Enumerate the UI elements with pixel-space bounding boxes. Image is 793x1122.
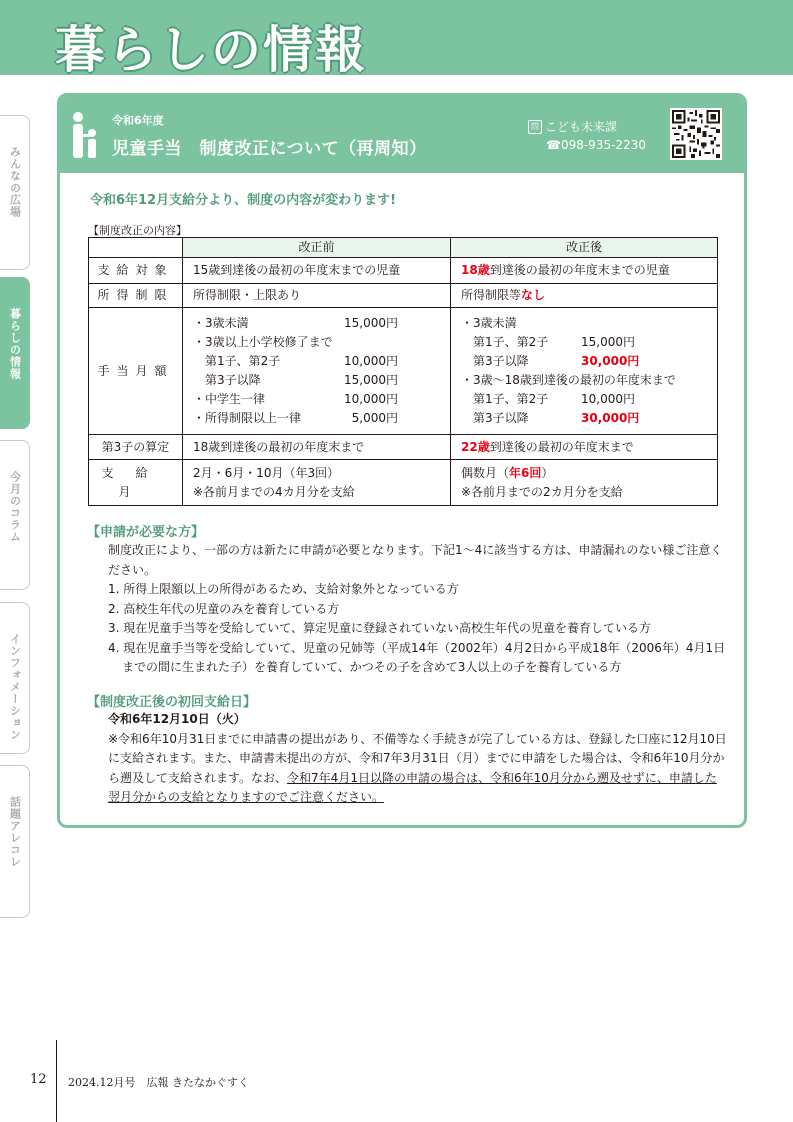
list-item: 3. 現在児童手当等を受給していて、算定児童に登録されていない高校生年代の児童を養育している方	[108, 621, 652, 635]
cell-after	[451, 308, 718, 435]
side-tab-kongetsu-no-column[interactable]	[0, 440, 30, 590]
table-row	[89, 460, 718, 506]
list-item: 4. 現在児童手当等を受給していて、児童の兄姉等（平成14年（2002年）4月2日から平成18年（2006年）4月1日までの間に生まれた子）を養育していて、かつその子を含めて3人以上の子を養育している方	[108, 640, 726, 674]
amount-line	[461, 409, 707, 428]
highlight-text: なし	[521, 288, 546, 302]
contact-phone: ☎098-935-2230	[546, 138, 646, 152]
amount-value: 10,000円	[581, 392, 635, 406]
cell-text: 所得制限等	[461, 288, 522, 302]
amount-line	[193, 371, 398, 390]
amount-line	[461, 371, 707, 390]
table-header-after: 改正後	[451, 238, 718, 258]
side-tab-label: 暮らしの情報	[8, 308, 22, 380]
amount-label: ・3歳〜18歳到達後の最初の年度末まで	[461, 373, 676, 387]
row-label: 所得制限	[89, 284, 183, 308]
cell-before	[183, 308, 451, 435]
amount-value: 5,000円	[351, 411, 398, 425]
table-row	[89, 284, 718, 308]
page-banner-title: 暮らしの情報	[55, 21, 367, 79]
amount-label: ・所得制限以上一律	[193, 411, 302, 425]
amount-line	[461, 314, 707, 333]
cell-after	[451, 258, 718, 284]
cell-text: 偶数月（	[461, 465, 510, 480]
revision-table	[88, 237, 718, 506]
page-number: 12	[30, 1072, 47, 1087]
row-label: 支給対象	[89, 258, 183, 284]
cell-text: 2月・6月・10月（年3回）	[193, 465, 340, 480]
qr-code-icon[interactable]	[670, 108, 722, 160]
amount-value: 10,000円	[344, 354, 398, 368]
amount-line	[193, 352, 398, 371]
first-payment-note	[108, 730, 728, 808]
cell-before: 18歳到達後の最初の年度末まで	[183, 435, 451, 460]
cell-text: ）	[541, 465, 554, 480]
amount-label: ・3歳未満	[193, 316, 249, 330]
note-text-underlined: 令和7年4月1日以降の申請の場合は、令和6年10月分から遡及せずに、申請した翌月分からの支給となりますのでご注意ください。	[108, 770, 717, 804]
amount-label: ・3歳以上小学校修了まで	[193, 335, 333, 349]
first-payment-body	[108, 710, 728, 808]
table-row	[89, 308, 718, 435]
cell-text: 到達後の最初の年度末まで	[489, 439, 634, 454]
table-header-blank	[89, 238, 183, 258]
contact-department: こども未来課	[545, 120, 618, 134]
apply-intro: 制度改正により、一部の方は新たに申請が必要となります。下記1〜4に該当する方は、申請漏れのない様ご注意ください。	[108, 543, 723, 577]
side-tab-minna-no-hiroba[interactable]	[0, 115, 30, 270]
table-header-row	[89, 238, 718, 258]
article-card	[57, 93, 747, 828]
cell-before: 15歳到達後の最初の年度末までの児童	[183, 258, 451, 284]
amount-line	[193, 409, 398, 428]
amount-label: 第3子以降	[461, 411, 529, 425]
amount-label: ・3歳未満	[461, 316, 517, 330]
amount-line	[461, 352, 707, 371]
amount-label: 第1子、第2子	[193, 354, 281, 368]
amount-line	[461, 333, 707, 352]
cell-after	[451, 435, 718, 460]
amount-label: ・中学生一律	[193, 392, 266, 406]
side-tab-label: 今月のコラム	[8, 471, 22, 543]
amount-value-highlight: 30,000円	[581, 354, 640, 368]
table-row	[89, 258, 718, 284]
amount-value: 10,000円	[344, 392, 398, 406]
amount-value: 15,000円	[581, 335, 635, 349]
side-tab-label: 話題アレコレ	[8, 796, 22, 868]
apply-section-body	[108, 541, 728, 678]
inquiry-badge-icon: 問	[528, 120, 542, 134]
amount-line	[193, 314, 398, 333]
row-label: 手当月額	[89, 308, 183, 435]
note-text: ※令和6年10月31日までに申請書の提出があり、不備等なく手続きが完了している方は、登録した口座に12月10日に支給されます。また、申請書未提出の方が、令和7年3月31日（月）までに申請をした場合は、令和6年10月分から遡及して支給されます。なお、	[108, 731, 727, 785]
cell-text: ※各前月までの2カ月分を支給	[461, 484, 623, 499]
side-tab-information[interactable]	[0, 602, 30, 754]
parent-child-icon	[68, 110, 100, 160]
cell-before	[183, 460, 451, 506]
side-tab-label: インフォメーション	[8, 633, 22, 741]
footer-divider	[56, 1040, 57, 1122]
first-payment-date: 令和6年12月10日（火）	[108, 712, 246, 726]
row-label: 第3子の算定	[89, 435, 183, 460]
lead-text: 令和6年12月支給分より、制度の内容が変わります!	[90, 193, 397, 208]
cell-after	[451, 284, 718, 308]
amount-line	[193, 333, 398, 352]
highlight-text: 年6回	[509, 465, 542, 480]
amount-label: 第1子、第2子	[461, 335, 549, 349]
side-tab-wadai-arekore[interactable]	[0, 765, 30, 918]
page-banner	[0, 0, 793, 79]
amount-label: 第1子、第2子	[461, 392, 549, 406]
issue-label: 2024.12月号 広報 きたなかぐすく	[68, 1076, 249, 1089]
article-title: 児童手当 制度改正について（再周知）	[112, 139, 427, 159]
table-header-before: 改正前	[183, 238, 451, 258]
article-header	[60, 96, 744, 173]
highlight-text: 18歳	[461, 263, 490, 277]
amount-label: 第3子以降	[461, 354, 529, 368]
section-heading-apply: 【申請が必要な方】	[87, 525, 205, 540]
cell-text: 到達後の最初の年度末までの児童	[489, 263, 670, 277]
amount-line	[461, 390, 707, 409]
highlight-text: 22歳	[461, 439, 490, 454]
era-label: 令和6年度	[112, 114, 164, 127]
amount-line	[193, 390, 398, 409]
cell-before: 所得制限・上限あり	[183, 284, 451, 308]
amount-label: 第3子以降	[193, 373, 261, 387]
side-tab-label: みんなの広場	[8, 146, 22, 218]
cell-after	[451, 460, 718, 506]
row-label: 支給月	[89, 460, 183, 506]
amount-value: 15,000円	[344, 373, 398, 387]
cell-text: ※各前月までの4カ月分を支給	[193, 484, 355, 499]
amount-value-highlight: 30,000円	[581, 411, 640, 425]
list-item: 2. 高校生年代の児童のみを養育している方	[108, 601, 340, 616]
contact-info	[528, 118, 646, 154]
amount-value: 15,000円	[344, 316, 398, 330]
side-tab-kurashi-no-joho[interactable]	[0, 277, 30, 429]
section-heading-first-payment: 【制度改正後の初回支給日】	[87, 695, 257, 710]
table-caption: 【制度改正の内容】	[88, 224, 187, 237]
table-row	[89, 435, 718, 460]
list-item: 1. 所得上限額以上の所得があるため、支給対象外となっている方	[108, 582, 459, 596]
